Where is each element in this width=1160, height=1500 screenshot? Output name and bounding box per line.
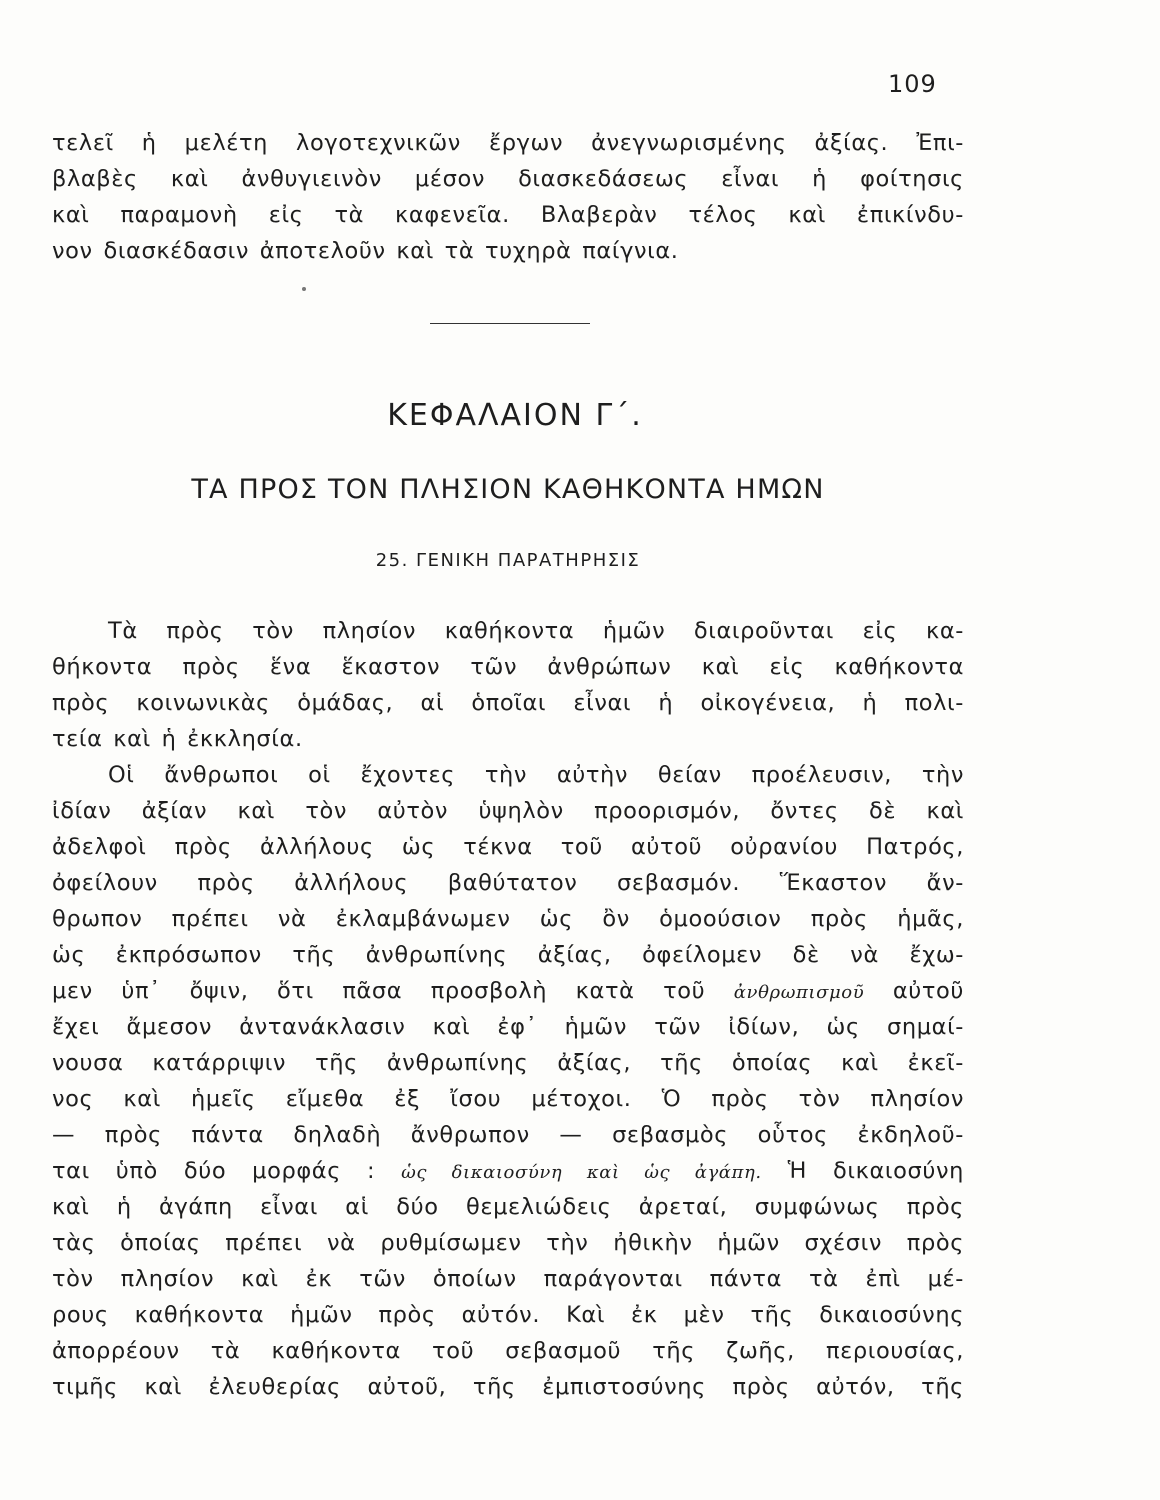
text-line: — πρὸς πάντα δηλαδὴ ἄνθρωπον — σεβασμὸς οὗτος ἐκδηλοῦ- (52, 1122, 964, 1148)
text-span: ται ὑπὸ δύο μορφάς : (52, 1158, 376, 1184)
page-number: 109 (888, 70, 937, 98)
text-line: τὰς ὁποίας πρέπει νὰ ρυθμίσωμεν τὴν ἠθικὴν ἡμῶν σχέσιν πρὸς (52, 1230, 964, 1256)
section-divider (430, 323, 590, 324)
text-line: ὡς ἐκπρόσωπον τῆς ἀνθρωπίνης ἀξίας, ὀφείλομεν δὲ νὰ ἔχω- (52, 942, 964, 968)
text-line: τὸν πλησίον καὶ ἐκ τῶν ὁποίων παράγονται πάντα τὰ ἐπὶ μέ- (52, 1266, 964, 1292)
text-line (52, 1154, 964, 1190)
text-line: ἀπορρέουν τὰ καθήκοντα τοῦ σεβασμοῦ τῆς ζωῆς, περιουσίας, (52, 1338, 964, 1364)
text-span: μεν ὑπ᾿ ὄψιν, ὅτι πᾶσα προσβολὴ κατὰ τοῦ (52, 978, 706, 1004)
text-line: θρωπον πρέπει νὰ ἐκλαμβάνωμεν ὡς ὂν ὁμοούσιον πρὸς ἡμᾶς, (52, 906, 964, 932)
text-line: θήκοντα πρὸς ἕνα ἕκαστον τῶν ἀνθρώπων καὶ εἰς καθήκοντα (52, 654, 964, 680)
text-line: ἔχει ἄμεσον ἀντανάκλασιν καὶ ἐφ᾿ ἡμῶν τῶν ἰδίων, ὡς σημαί- (52, 1014, 964, 1040)
text-line: ρους καθήκοντα ἡμῶν πρὸς αὐτόν. Καὶ ἐκ μὲν τῆς δικαιοσύνης (52, 1302, 964, 1328)
text-line: νος καὶ ἡμεῖς εἴμεθα ἐξ ἴσου μέτοχοι. Ὁ πρὸς τὸν πλησίον (52, 1086, 964, 1112)
section-title: 25. ΓΕΝΙΚΗ ΠΑΡΑΤΗΡΗΣΙΣ (375, 550, 641, 571)
italic-term: ἀνθρωπισμοῦ (733, 982, 865, 1003)
text-line: νουσα κατάρριψιν τῆς ἀνθρωπίνης ἀξίας, τῆς ὁποίας καὶ ἐκεῖ- (52, 1050, 964, 1076)
italic-term: ὡς δικαιοσύνη καὶ ὡς ἀγάπη. (401, 1162, 762, 1183)
text-line: τελεῖ ἡ μελέτη λογοτεχνικῶν ἔργων ἀνεγνωρισμένης ἀξίας. Ἐπι- (52, 130, 964, 156)
ink-speck (302, 287, 306, 291)
text-line: ἀδελφοὶ πρὸς ἀλλήλους ὡς τέκνα τοῦ αὐτοῦ οὐρανίου Πατρός, (52, 834, 964, 860)
chapter-title: ΚΕΦΑΛΑΙΟΝ Γ΄. (387, 398, 643, 433)
text-line (52, 974, 964, 1010)
text-line: βλαβὲς καὶ ἀνθυγιεινὸν μέσον διασκεδάσεως εἶναι ἡ φοίτησις (52, 166, 964, 192)
text-line: πρὸς κοινωνικὰς ὁμάδας, αἱ ὁποῖαι εἶναι ἡ οἰκογένεια, ἡ πολι- (52, 690, 964, 716)
text-line: καὶ παραμονὴ εἰς τὰ καφενεῖα. Βλαβερὰν τέλος καὶ ἐπικίνδυ- (52, 202, 964, 228)
text-span: αὐτοῦ (892, 978, 964, 1004)
text-span: Ἡ δικαιοσύνη (787, 1158, 964, 1184)
text-line: Οἱ ἄνθρωποι οἱ ἔχοντες τὴν αὐτὴν θείαν προέλευσιν, τὴν (108, 762, 964, 788)
text-line: ἰδίαν ἀξίαν καὶ τὸν αὐτὸν ὑψηλὸν προορισμόν, ὄντες δὲ καὶ (52, 798, 964, 824)
text-line: ὀφείλουν πρὸς ἀλλήλους βαθύτατον σεβασμόν. Ἕκαστον ἄν- (52, 870, 964, 896)
text-line: καὶ ἡ ἀγάπη εἶναι αἱ δύο θεμελιώδεις ἀρεταί, συμφώνως πρὸς (52, 1194, 964, 1220)
text-line: τεία καὶ ἡ ἐκκλησία. (52, 726, 303, 752)
chapter-subtitle: ΤΑ ΠΡΟΣ ΤΟΝ ΠΛΗΣΙΟΝ ΚΑΘΗΚΟΝΤΑ ΗΜΩΝ (191, 474, 825, 505)
text-line: τιμῆς καὶ ἐλευθερίας αὐτοῦ, τῆς ἐμπιστοσύνης πρὸς αὐτόν, τῆς (52, 1374, 964, 1400)
text-line: νον διασκέδασιν ἀποτελοῦν καὶ τὰ τυχηρὰ παίγνια. (52, 238, 679, 264)
text-line: Τὰ πρὸς τὸν πλησίον καθήκοντα ἡμῶν διαιροῦνται εἰς κα- (108, 618, 964, 644)
